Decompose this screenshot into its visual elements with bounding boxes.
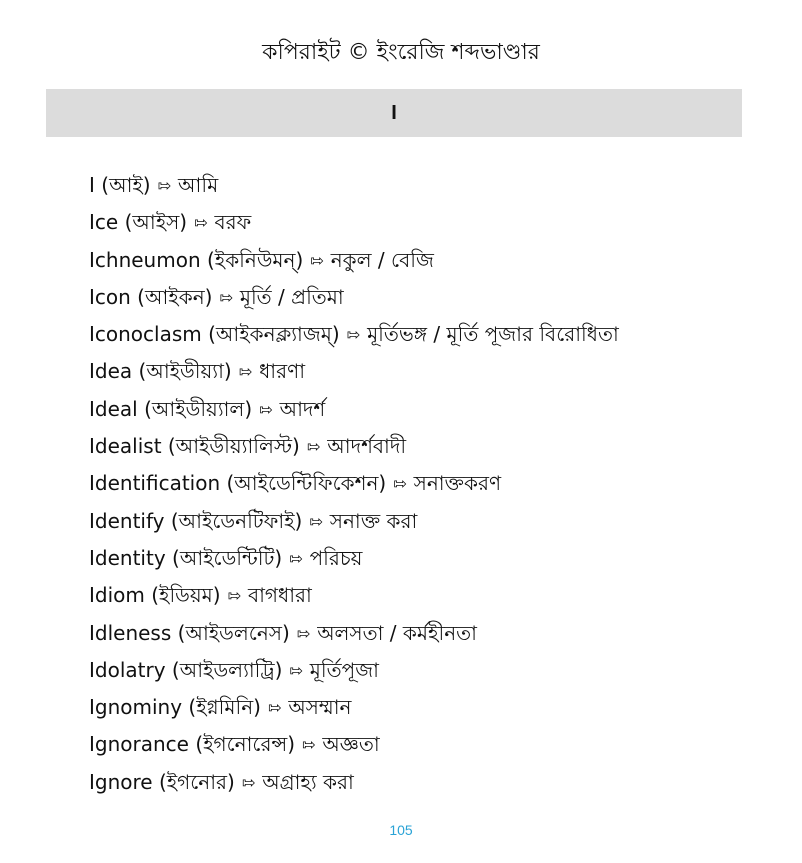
entry-meaning: মূর্তি / প্রতিমা xyxy=(239,284,344,309)
dictionary-entry xyxy=(89,726,619,763)
entry-pronunciation: (আইস) xyxy=(124,210,188,235)
entry-pronunciation: (আইডীয়্যাল) xyxy=(144,396,253,421)
arrow-icon: ⇰ xyxy=(393,474,407,494)
entry-pronunciation: (আইডলনেস) xyxy=(177,620,290,645)
entry-meaning: বরফ xyxy=(214,210,252,235)
dictionary-entry xyxy=(89,577,619,614)
dictionary-entry xyxy=(89,428,619,465)
arrow-icon: ⇰ xyxy=(259,399,273,419)
entry-word: Idleness xyxy=(89,620,172,645)
arrow-icon: ⇰ xyxy=(346,325,361,345)
entry-pronunciation: (আইডেন্টিফিকেশন) xyxy=(226,471,387,496)
dictionary-entry xyxy=(89,540,619,577)
entry-word: Idiom xyxy=(89,583,145,608)
dictionary-entry xyxy=(89,764,619,801)
entry-word: I xyxy=(89,173,95,197)
entry-meaning: বাগধারা xyxy=(247,583,312,608)
entry-pronunciation: (আইডল্যাট্রি) xyxy=(171,657,283,682)
dictionary-entry xyxy=(89,689,619,726)
entry-meaning: পরিচয় xyxy=(309,545,363,570)
dictionary-entry xyxy=(89,279,619,316)
entry-pronunciation: (ইকনিউমন্) xyxy=(206,247,304,272)
dictionary-entry xyxy=(89,652,619,689)
dictionary-entry-list xyxy=(89,167,619,801)
arrow-icon: ⇰ xyxy=(227,586,241,606)
entry-meaning: আমি xyxy=(178,173,219,197)
entry-word: Identity xyxy=(89,545,166,570)
entry-meaning: মূর্তিভঙ্গ / মূর্তি পূজার বিরোধিতা xyxy=(367,322,619,347)
entry-word: Icon xyxy=(89,284,131,309)
dictionary-entry xyxy=(89,391,619,428)
entry-meaning: অজ্ঞতা xyxy=(322,732,380,757)
dictionary-entry xyxy=(89,316,619,353)
arrow-icon: ⇰ xyxy=(310,250,324,270)
section-letter-band: I xyxy=(46,89,742,137)
entry-word: Idolatry xyxy=(89,657,166,682)
entry-meaning: অসম্মান xyxy=(288,695,352,720)
arrow-icon: ⇰ xyxy=(289,660,303,680)
page-header-title: কপিরাইট © ইংরেজি শব্দভাণ্ডার xyxy=(262,40,540,65)
dictionary-entry xyxy=(89,204,619,241)
entry-word: Ignominy xyxy=(89,695,183,720)
entry-meaning: ধারণা xyxy=(259,359,305,384)
entry-word: Iconoclasm xyxy=(89,322,202,347)
dictionary-entry xyxy=(89,353,619,390)
entry-meaning: সনাক্ত করা xyxy=(329,508,418,533)
entry-word: Idealist xyxy=(89,434,162,459)
arrow-icon: ⇰ xyxy=(302,735,316,755)
page-number: 105 xyxy=(389,822,413,838)
dictionary-entry xyxy=(89,615,619,652)
entry-meaning: আদর্শ xyxy=(279,396,326,421)
arrow-icon: ⇰ xyxy=(306,437,321,457)
entry-pronunciation: (আইকন) xyxy=(137,284,213,309)
entry-word: Idea xyxy=(89,359,133,384)
dictionary-entry xyxy=(89,167,619,204)
entry-word: Ice xyxy=(89,210,119,235)
arrow-icon: ⇰ xyxy=(241,772,256,792)
entry-pronunciation: (ইগ্নমিনি) xyxy=(188,695,261,720)
entry-pronunciation: (আইকনক্ল্যাজম্) xyxy=(208,322,340,347)
entry-pronunciation: (আইডীয়্যালিস্ট) xyxy=(167,434,300,459)
entry-pronunciation: (ইগনোরেন্স) xyxy=(195,732,295,757)
arrow-icon: ⇰ xyxy=(309,511,323,531)
entry-word: Ichneumon xyxy=(89,247,201,272)
arrow-icon: ⇰ xyxy=(289,548,303,568)
entry-meaning: সনাক্তকরণ xyxy=(413,471,502,496)
arrow-icon: ⇰ xyxy=(194,213,208,233)
entry-word: Identification xyxy=(89,471,221,496)
arrow-icon: ⇰ xyxy=(296,623,311,643)
entry-pronunciation: (আইডেন্টিটি) xyxy=(172,545,283,570)
dictionary-entry xyxy=(89,242,619,279)
entry-word: Ignore xyxy=(89,769,153,794)
arrow-icon: ⇰ xyxy=(267,698,282,718)
entry-meaning: অলসতা / কর্মহীনতা xyxy=(317,620,477,645)
entry-meaning: অগ্রাহ্য করা xyxy=(262,769,354,794)
entry-pronunciation: (আইডেনটিফাই) xyxy=(170,508,303,533)
entry-word: Ignorance xyxy=(89,732,189,757)
entry-pronunciation: (আই) xyxy=(101,173,151,197)
entry-pronunciation: (ইডিয়ম) xyxy=(151,583,221,608)
entry-meaning: নকুল / বেজি xyxy=(330,247,434,272)
dictionary-entry xyxy=(89,503,619,540)
entry-meaning: আদর্শবাদী xyxy=(327,434,407,459)
entry-word: Identify xyxy=(89,508,165,533)
entry-word: Ideal xyxy=(89,396,138,421)
arrow-icon: ⇰ xyxy=(219,287,233,307)
arrow-icon: ⇰ xyxy=(157,176,172,195)
entry-pronunciation: (ইগনোর) xyxy=(158,769,235,794)
dictionary-entry xyxy=(89,465,619,502)
entry-meaning: মূর্তিপূজা xyxy=(309,657,379,682)
arrow-icon: ⇰ xyxy=(238,362,253,382)
entry-pronunciation: (আইডীয়্যা) xyxy=(138,359,232,384)
